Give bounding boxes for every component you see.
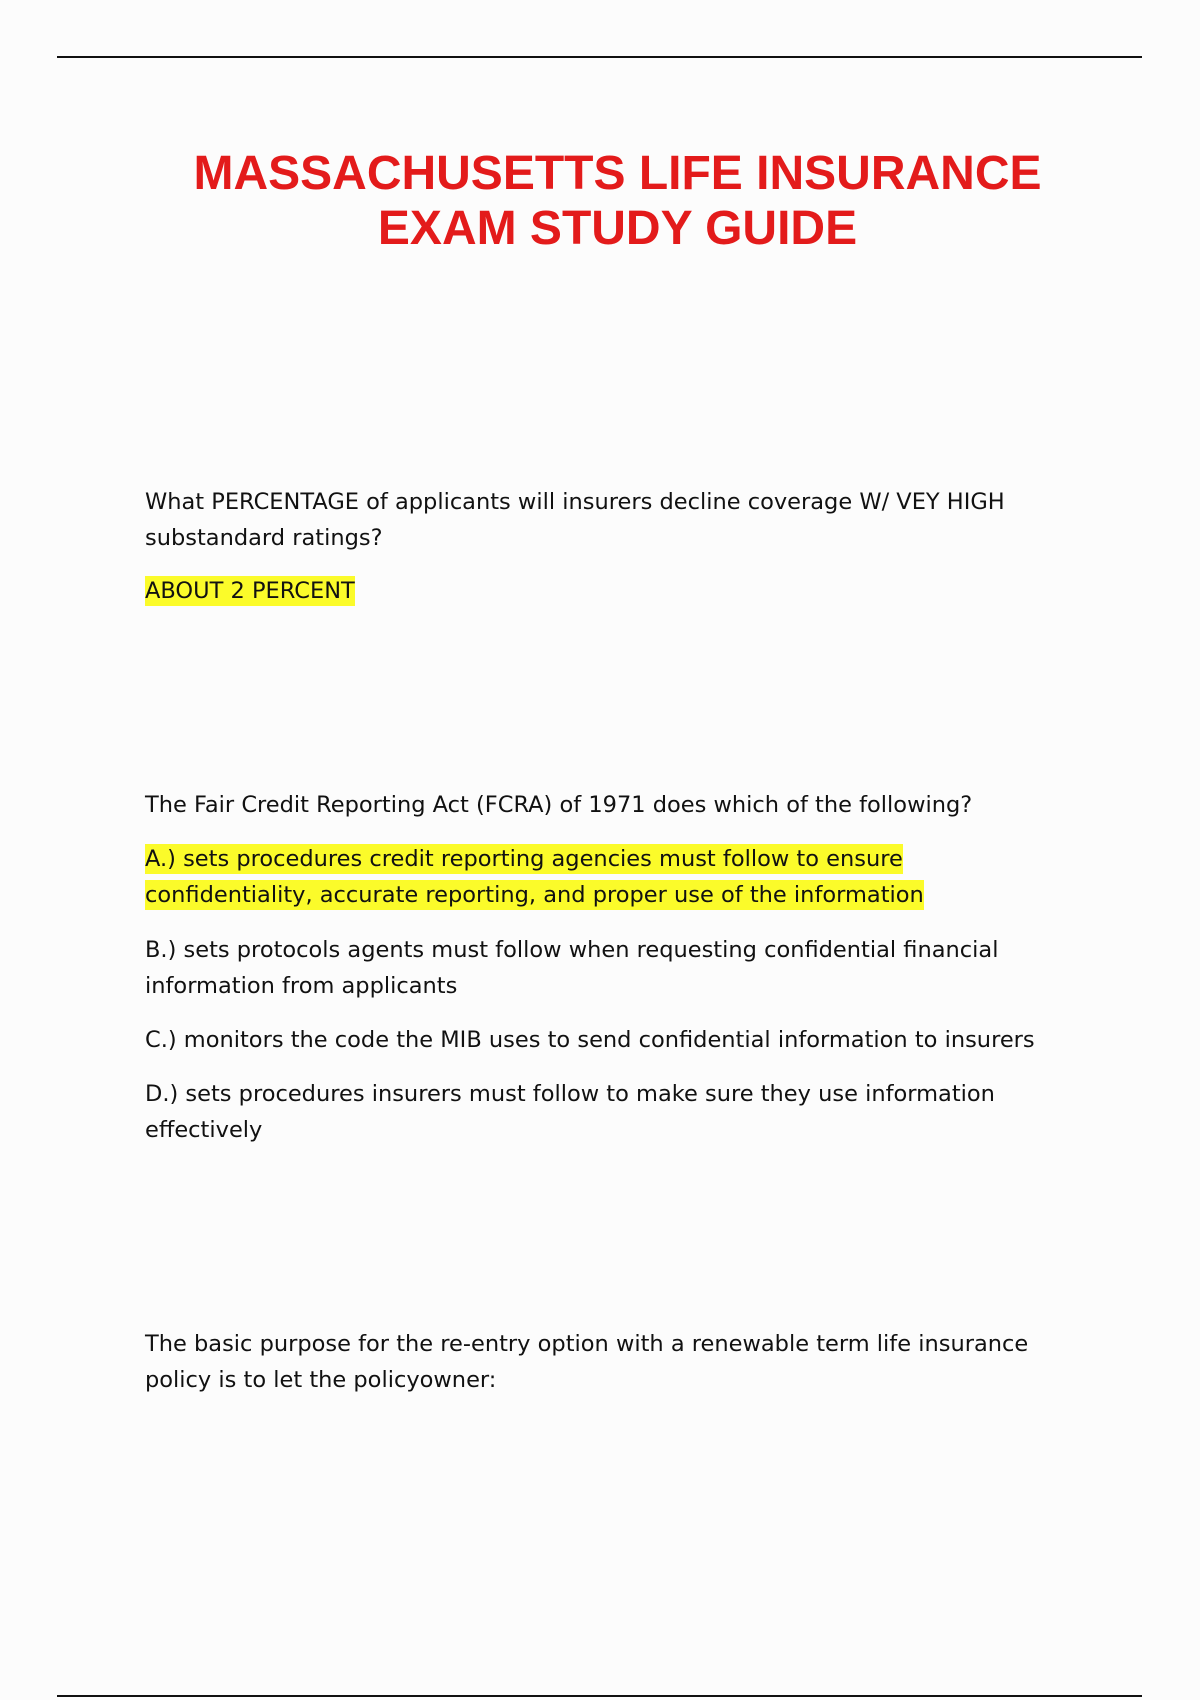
question-text (145, 484, 1065, 556)
question-3 (145, 1326, 1065, 1398)
highlighted-option-line: confidentiality, accurate reporting, and proper use of the information (145, 882, 924, 908)
option-d (145, 1076, 1065, 1148)
answer-1 (145, 573, 1065, 609)
option-line: C.) monitors the code the MIB uses to send confidential information to insurers (145, 1027, 1035, 1053)
option-b (145, 932, 1065, 1004)
question-line: policy is to let the policyowner: (145, 1367, 497, 1393)
highlighted-option-line: A.) sets procedures credit reporting agencies must follow to ensure (145, 846, 903, 872)
question-1 (145, 484, 1065, 556)
option-a (145, 841, 1065, 913)
option-line: information from applicants (145, 973, 458, 999)
top-rule (57, 56, 1142, 58)
question-text: The Fair Credit Reporting Act (FCRA) of 1971 does which of the following? (145, 792, 973, 818)
question-line: What PERCENTAGE of applicants will insurers decline coverage W/ VEY HIGH (145, 489, 1005, 515)
bottom-rule (57, 1695, 1142, 1697)
question-line: The basic purpose for the re-entry option with a renewable term life insurance (145, 1331, 1029, 1357)
option-line: effectively (145, 1117, 263, 1143)
question-text (145, 1326, 1065, 1398)
question-2 (145, 787, 1065, 823)
title-line-1: MASSACHUSETTS LIFE INSURANCE (193, 147, 1042, 200)
document-title (0, 146, 1200, 256)
highlighted-answer: ABOUT 2 PERCENT (145, 578, 355, 604)
option-line: B.) sets protocols agents must follow when requesting confidential financial (145, 937, 999, 963)
question-line: substandard ratings? (145, 525, 383, 551)
title-line-2: EXAM STUDY GUIDE (377, 202, 858, 255)
option-c (145, 1022, 1065, 1058)
option-line: D.) sets procedures insurers must follow to make sure they use information (145, 1081, 995, 1107)
